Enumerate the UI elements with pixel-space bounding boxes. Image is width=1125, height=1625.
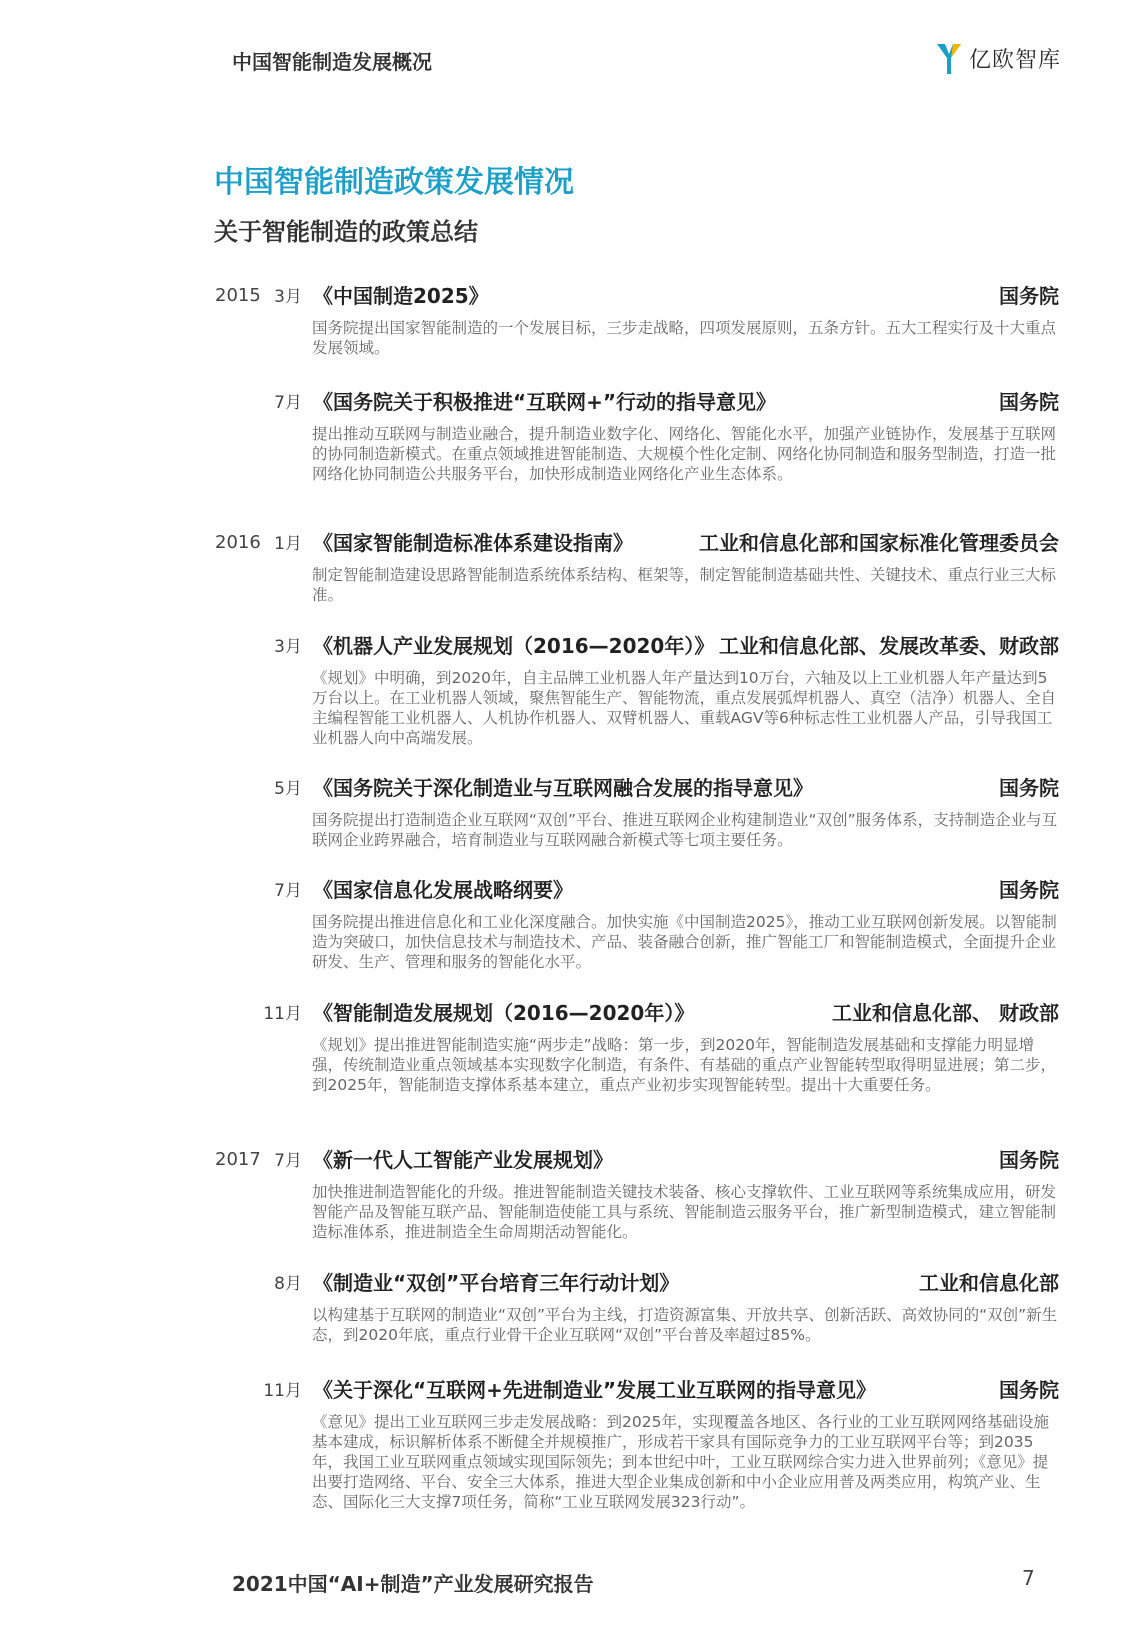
logo-text: 亿欧智库 <box>969 47 1062 73</box>
entry-description: 《规划》中明确，到2020年，自主品牌工业机器人年产量达到10万台，六轴及以上工业机器人年产量达到5万台以上。在工业机器人领域，聚焦智能生产、智能物流，重点发展弧焊机器人、真空（洁净）机器人、全自主编程智能工业机器人、人机协作机器人、双臂机器人、重载AGV等6种标志性工业机器人产品，引导我国工业机器人向中高端发展。 <box>312 669 1057 747</box>
entry-month: 8月 <box>274 1274 302 1294</box>
entry-issuer: 工业和信息化部和国家标准化管理委员会 <box>699 531 1059 555</box>
entry-title: 《机器人产业发展规划（2016—2020年）》 <box>313 634 715 658</box>
entry-issuer: 国务院 <box>999 1148 1059 1172</box>
entry-title: 《智能制造发展规划（2016—2020年）》 <box>313 1001 695 1025</box>
entry-description: 以构建基于互联网的制造业“双创”平台为主线，打造资源富集、开放共享、创新活跃、高效协同的“双创”新生态，到2020年底，重点行业骨干企业互联网“双创”平台普及率超过85%。 <box>312 1306 1058 1344</box>
entry-issuer: 国务院 <box>999 284 1059 308</box>
yiou-logo-icon <box>935 40 963 76</box>
entry-title: 《国家信息化发展战略纲要》 <box>313 878 573 902</box>
page-number: 7 <box>1022 1566 1035 1590</box>
header-title: 中国智能制造发展概况 <box>232 50 432 74</box>
entry-title: 《国务院关于深化制造业与互联网融合发展的指导意见》 <box>313 776 813 800</box>
section-title: 中国智能制造政策发展情况 <box>214 165 574 200</box>
entry-issuer: 工业和信息化部、 财政部 <box>832 1001 1059 1025</box>
brand-logo <box>935 38 1061 78</box>
entry-title: 《国务院关于积极推进“互联网+”行动的指导意见》 <box>313 390 777 414</box>
entry-description: 国务院提出国家智能制造的一个发展目标，三步走战略，四项发展原则，五条方针。五大工程实行及十大重点发展领域。 <box>312 319 1057 357</box>
entry-title: 《新一代人工智能产业发展规划》 <box>313 1148 613 1172</box>
entry-description: 制定智能制造建设思路智能制造系统体系结构、框架等，制定智能制造基础共性、关键技术、重点行业三大标准。 <box>312 566 1057 604</box>
entry-year: 2015 <box>215 285 261 306</box>
entry-month: 3月 <box>274 637 302 657</box>
entry-month: 11月 <box>263 1004 302 1024</box>
entry-description: 加快推进制造智能化的升级。推进智能制造关键技术装备、核心支撑软件、工业互联网等系统集成应用，研发智能产品及智能互联产品、智能制造使能工具与系统、智能制造云服务平台，推广新型制造模式，建立智能制造标准体系，推进制造全生命周期活动智能化。 <box>312 1183 1057 1241</box>
entry-month: 7月 <box>274 393 302 413</box>
entry-title: 《国家智能制造标准体系建设指南》 <box>313 531 633 555</box>
entry-month: 5月 <box>274 779 302 799</box>
entry-title: 《制造业“双创”平台培育三年行动计划》 <box>313 1271 680 1295</box>
entry-issuer: 国务院 <box>999 390 1059 414</box>
entry-issuer: 国务院 <box>999 878 1059 902</box>
entry-issuer: 国务院 <box>999 1378 1059 1402</box>
entry-issuer: 工业和信息化部、发展改革委、财政部 <box>719 634 1059 658</box>
entry-month: 7月 <box>274 881 302 901</box>
entry-description: 《规划》提出推进智能制造实施“两步走”战略：第一步，到2020年，智能制造发展基础和支撑能力明显增强，传统制造业重点领域基本实现数字化制造，有条件、有基础的重点产业智能转型取得明显进展；第二步，到2025年，智能制造支撑体系基本建立，重点产业初步实现智能转型。提出十大重要任务。 <box>312 1036 1057 1094</box>
entry-description: 国务院提出打造制造企业互联网“双创”平台、推进互联网企业构建制造业“双创”服务体系，支持制造企业与互联网企业跨界融合，培育制造业与互联网融合新模式等七项主要任务。 <box>312 811 1058 849</box>
entry-month: 3月 <box>274 287 302 307</box>
entry-title: 《关于深化“互联网+先进制造业”发展工业互联网的指导意见》 <box>313 1378 877 1402</box>
section-subtitle: 关于智能制造的政策总结 <box>214 218 478 246</box>
entry-month: 11月 <box>263 1381 302 1401</box>
entry-issuer: 工业和信息化部 <box>919 1271 1059 1295</box>
entry-year: 2016 <box>215 532 261 553</box>
entry-description: 国务院提出推进信息化和工业化深度融合。加快实施《中国制造2025》，推动工业互联网创新发展。以智能制造为突破口，加快信息技术与制造技术、产品、装备融合创新，推广智能工厂和智能制造模式，全面提升企业研发、生产、管理和服务的智能化水平。 <box>312 913 1057 971</box>
entry-description: 《意见》提出工业互联网三步走发展战略：到2025年，实现覆盖各地区、各行业的工业互联网网络基础设施基本建成，标识解析体系不断健全并规模推广，形成若干家具有国际竞争力的工业互联网平台等；到2035年，我国工业互联网重点领域实现国际领先；到本世纪中叶，工业互联网综合实力进入世界前列；《意见》提出要打造网络、平台、安全三大体系，推进大型企业集成创新和中小企业应用普及两类应用，构筑产业、生态、国际化三大支撑7项任务，简称“工业互联网发展323行动”。 <box>312 1413 1049 1511</box>
entry-month: 7月 <box>274 1151 302 1171</box>
entry-month: 1月 <box>274 534 302 554</box>
entry-description: 提出推动互联网与制造业融合，提升制造业数字化、网络化、智能化水平，加强产业链协作，发展基于互联网的协同制造新模式。在重点领域推进智能制造、大规模个性化定制、网络化协同制造和服务型制造，打造一批网络化协同制造公共服务平台，加快形成制造业网络化产业生态体系。 <box>312 425 1057 483</box>
entry-title: 《中国制造2025》 <box>313 284 489 308</box>
footer-report-title: 2021中国“AI+制造”产业发展研究报告 <box>232 1572 594 1596</box>
entry-issuer: 国务院 <box>999 776 1059 800</box>
entry-year: 2017 <box>215 1149 261 1170</box>
